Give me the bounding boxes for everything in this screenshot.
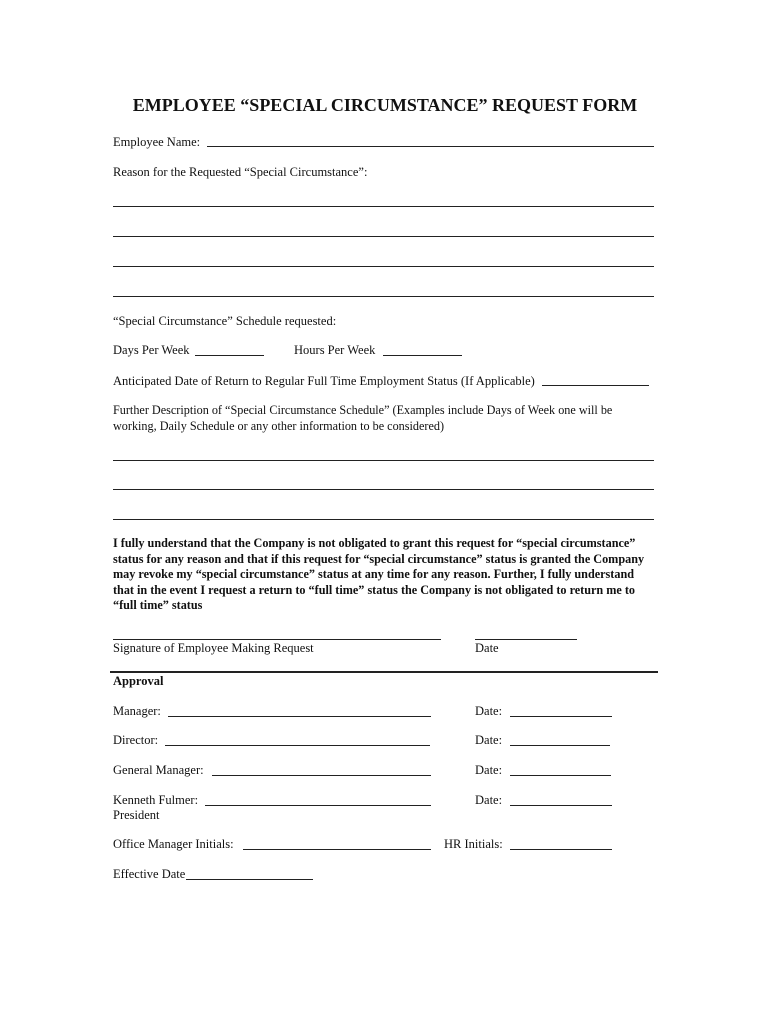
employee-signature-input[interactable] — [113, 626, 441, 640]
president-name-label: Kenneth Fulmer: — [113, 793, 199, 807]
director-signature-input[interactable] — [165, 732, 430, 746]
reason-line-4[interactable] — [113, 283, 654, 297]
reason-line-2[interactable] — [113, 223, 654, 237]
hr-initials-label: HR Initials: — [444, 837, 503, 851]
hours-per-week-input[interactable] — [383, 342, 462, 356]
description-line-2[interactable] — [113, 476, 654, 490]
signature-date-label: Date — [475, 641, 499, 655]
reason-line-1[interactable] — [113, 193, 654, 207]
manager-date-label: Date: — [475, 704, 503, 718]
section-divider — [110, 671, 658, 673]
days-per-week-input[interactable] — [195, 342, 264, 356]
description-line-3[interactable] — [113, 506, 654, 520]
general-manager-date-label: Date: — [475, 763, 503, 777]
employee-name-input[interactable] — [207, 133, 654, 147]
description-line-1[interactable] — [113, 447, 654, 461]
office-manager-initials-label: Office Manager Initials: — [113, 837, 234, 851]
effective-date-input[interactable] — [186, 866, 313, 880]
further-description-label: Further Description of “Special Circumstance Schedule” (Examples include Days of Week one will be working, Daily Schedule or any other information to be considered) — [113, 403, 613, 433]
days-per-week-label: Days Per Week — [113, 343, 190, 357]
return-date-input[interactable] — [542, 372, 649, 386]
general-manager-label: General Manager: — [113, 763, 204, 777]
reason-line-3[interactable] — [113, 253, 654, 267]
president-date-input[interactable] — [510, 792, 612, 806]
director-date-label: Date: — [475, 733, 503, 747]
manager-label: Manager: — [113, 704, 161, 718]
acknowledgement-text: I fully understand that the Company is not obligated to grant this request for “special circumstance” status for any reason and that if this request for “special circumstance” status is granted the Company may revoke my “special circumstance” status at any time for any reason. Further, I fully understand that in the event I request a return to “full time” status the Company is not obligated to return me to “full time” status — [113, 536, 645, 612]
reason-label: Reason for the Requested “Special Circumstance”: — [113, 165, 368, 179]
signature-date-input[interactable] — [475, 626, 577, 640]
employee-name-label: Employee Name: — [113, 135, 201, 149]
president-date-label: Date: — [475, 793, 503, 807]
director-label: Director: — [113, 733, 159, 747]
signature-label: Signature of Employee Making Request — [113, 641, 314, 655]
return-date-label: Anticipated Date of Return to Regular Full Time Employment Status (If Applicable) — [113, 374, 535, 388]
approval-heading: Approval — [113, 674, 164, 688]
form-title: EMPLOYEE “SPECIAL CIRCUMSTANCE” REQUEST FORM — [132, 95, 638, 115]
director-date-input[interactable] — [510, 732, 610, 746]
hours-per-week-label: Hours Per Week — [294, 343, 376, 357]
schedule-label: “Special Circumstance” Schedule requested: — [113, 314, 337, 328]
manager-date-input[interactable] — [510, 703, 612, 717]
manager-signature-input[interactable] — [168, 703, 431, 717]
president-title-label: President — [113, 808, 160, 822]
president-signature-input[interactable] — [205, 792, 431, 806]
general-manager-signature-input[interactable] — [212, 762, 431, 776]
hr-initials-input[interactable] — [510, 836, 612, 850]
office-manager-initials-input[interactable] — [243, 836, 431, 850]
general-manager-date-input[interactable] — [510, 762, 611, 776]
effective-date-label: Effective Date — [113, 867, 186, 881]
